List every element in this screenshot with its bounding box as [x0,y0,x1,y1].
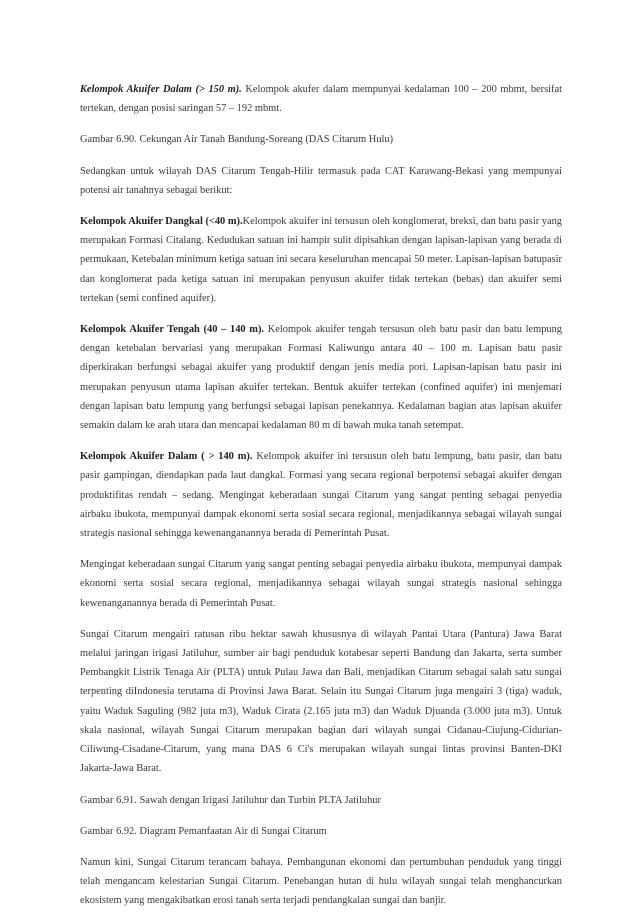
paragraph-akuifer-dangkal [80,212,562,308]
paragraph-text: Sedangkan untuk wilayah DAS Citarum Tengah-Hilir termasuk pada CAT Karawang-Bekasi yang mempunyai potensi air tanahnya sebagai berikut: [80,165,562,196]
paragraph-lead: Kelompok Akuifer Tengah (40 – 140 m). [80,324,265,336]
paragraph-text: Mengingat keberadaan sungai Citarum yang sangat penting sebagai penyedia airbaku ibukota, mempunyai dampak ekonomi serta sosial secara regional, menjadikannya sebagai wilayah sungai strategis nasional sehingga kewenanganannya berada di Pemerintah Pusat. [80,559,562,609]
paragraph-text: Sungai Citarum mengairi ratusan ribu hektar sawah khususnya di wilayah Pantai Utara (Pantura) Jawa Barat melalui jaringan irigasi Jatiluhur, sumber air bagi penduduk kotabesar seperti Bandung dan Jakarta, serta sumber Pembangkit Listrik Tenaga Air (PLTA) untuk Pulau Jawa dan Bali, menjadikan Citarum sebagai salah satu sungai terpenting diIndonesia terutama di Provinsi Jawa Barat. Selain itu Sungai Citarum juga mengairi 3 (tiga) waduk, yaitu Waduk Saguling (982 juta m3), Waduk Cirata (2.165 juta m3) dan Waduk Djuanda (3.000 juta m3). Untuk skala nasional, wilayah Sungai Citarum merupakan bagian dari wilayah sungai Cidanau-Ciujung-Cidurian-Ciliwung-Cisadane-Citarum, yang mana DAS 6 Ci's merupakan wilayah sungai lintas provinsi Banten-DKI Jakarta-Jawa Barat. [80,628,562,775]
paragraph-text: Namun kini, Sungai Citarum terancam bahaya. Pembangunan ekonomi dan pertumbuhan penduduk yang tinggi telah mengancam kelestarian Sungai Citarum. Penebangan hutan di hulu wilayah sungai telah menghancurkan ekosistem yang mengakibatkan erosi tanah serta terjadi pendangkalan sungai dan banjir. [80,856,562,907]
paragraph-text: Gambar 6.91. Sawah dengan Irigasi Jatiluhur dan Turbin PLTA Jatiluhur [80,794,381,806]
paragraph-lead: Kelompok Akuifer Dangkal (<40 m). [80,216,243,228]
paragraph-lead: Kelompok Akuifer Dalam (> 150 m). [80,84,242,95]
figure-caption-6-91 [80,791,562,810]
paragraph-citarum-importance [80,555,562,613]
paragraph-text: Kelompok akuifer ini tersusun oleh batu lempung, batu pasir, dan batu pasir gampingan, diendapkan pada laut dangkal. Formasi yang secara regional berpotensi sebagai akuifer dengan produktifitas rendah – sedang. Mengingat keberadaan sungai Citarum yang sangat penting sebagai penyedia airbaku ibukota, mempunyai dampak ekonomi serta sosial secara regional, menjadikannya sebagai wilayah sungai strategis nasional sehingga kewenanganannya berada di Pemerintah Pusat. [80,451,562,540]
paragraph-text: Kelompok akufer dalam mempunyai kedalaman 100 – 200 mbmt, bersifat tertekan, dengan posisi saringan 57 – 192 mbmt. [80,84,562,115]
paragraph-akuifer-tengah [80,320,562,435]
paragraph-text: Gambar 6.92. Diagram Pemanfaatan Air di Sungai Citarum [80,825,327,837]
paragraph-text: Gambar 6.90. Cekungan Air Tanah Bandung-Soreang (DAS Citarum Hulu) [80,134,394,146]
paragraph-citarum-threat [80,853,562,911]
figure-caption-6-90 [80,130,562,149]
paragraph-text: Kelompok akuifer ini tersusun oleh konglomerat, breksi, dan batu pasir yang merupakan Formasi Citalang. Kedudukan satuan ini hampir sulit dipisahkan dengan lapisan-lapisan yang berada di permukaan, Ketebalan minimum ketiga satuan ini secara keseluruhan mencapai 50 meter. Lapisan-lapisan batupasir dan konglomerat pada ketiga satuan ini merupakan penyusun akuifer tidak tertekan (bebas) dan akuifer semi tertekan (semi confined aquifer). [80,216,562,304]
figure-caption-6-92 [80,822,562,841]
paragraph-akuifer-dalam-140 [80,447,562,543]
paragraph-lead: Kelompok Akuifer Dalam ( > 140 m). [80,451,253,463]
paragraph-intro-karawang-bekasi [80,162,562,200]
paragraph-akuifer-dalam-150 [80,80,562,118]
paragraph-citarum-irrigation [80,625,562,779]
document-body [80,80,562,923]
paragraph-text: Kelompok akuifer tengah tersusun oleh batu pasir dan batu lempung dengan ketebalan bervariasi yang merupakan Formasi Kaliwungu antara 40 – 100 m. Lapisan batu pasir diperkirakan berfungsi sebagai akuifer yang produktif dengan jenis media pori. Lapisan-lapisan batu pasir ini merupakan penyusun utama lapisan akuifer tertekan. Bentuk akuifer tertekan (confined aquifer) ini menjemari dengan lapisan batu lempung yang berfungsi sebagai lapisan penekannya. Kedalaman bagian atas lapisan akuifer semakin dalam ke arah utara dan mencapai kedalaman 80 m di bawah muka tanah setempat. [80,324,562,432]
